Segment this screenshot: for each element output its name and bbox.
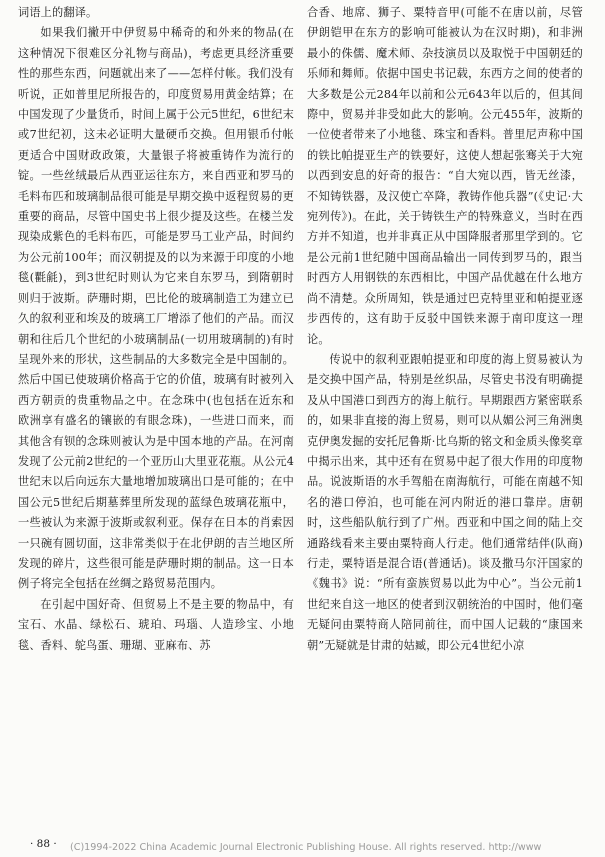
left-column	[18, 3, 294, 656]
paragraph: 如果我们撇开中伊贸易中稀奇的和外来的物品(在这种情况下很难区分礼物与商品)，考虑更具经济重要性的那些东西，问题就出来了——怎样付帐。我们没有听说，正如普里尼所报告的，印度贸易用黄金结算；在中国发现了少量货币，时间上属于公元5世纪，6世纪末或7世纪初，这未必证明大量硬币交换。但用银币付帐更适合中国财政政策，大量银子将被重铸作为流行的锭。一些丝绒最后从西亚运往东方，来自西亚和罗马的毛料布匹和玻璃制品很可能是早期交换中返程贸易的更重要的商品，尽管中国史书上很少提及这些。在楼兰发现染成紫色的毛料布匹，可能是罗马工业产品，时间约为公元前100年；而汉朝提及的以为来源于印度的小地毯(氍毹)，到3世纪时则认为它来自东罗马，到隋朝时则归于波斯。萨珊时期，巴比伦的玻璃制造工为建立已久的叙利亚和埃及的玻璃工厂增添了他们的产品。而汉朝和往后几个世纪的小玻璃制品(一切用玻璃制的)有时呈现外来的形状，这些制品的大多数完全是中国制的。然后中国已使玻璃价格高于它的价值，玻璃有时被列入西方朝贡的贵重物品之中。在念珠中(也包括在近东和欧洲享有盛名的镶嵌的有眼念珠)，一些进口而来，而其他含有钡的念珠则被认为是中国本地的产品。在河南发现了公元前2世纪的一个亚历山大里亚花瓶。从公元4世纪末以后向远东大量地增加玻璃出口是可能的；在中国公元5世纪后期墓葬里所发现的蓝绿色玻璃花瓶中，一些被认为来源于波斯或叙利亚。保存在日本的肖索因一只碗有圆切面，这非常类似于在北伊朗的吉兰地区所发现的碎片，这些很可能是萨珊时期的制品。这一日本例子将完全包括在丝绸之路贸易范围内。	[18, 26, 294, 591]
right-column	[307, 3, 583, 656]
paragraph: 传说中的叙利亚跟帕提亚和印度的海上贸易被认为是交换中国产品，特别是丝织品，尽管史书没有明确提及从中国港口到西方的海上航行。早期跟西方紧密联系的，如果非直接的海上贸易，则可以从媚公河三角洲奥克伊奥发掘的安托尼鲁斯·比乌斯的铭文和金质头像奖章中揭示出来，其中还有在贸易中起了很大作用的印度物品。说波斯语的水手驾船在南海航行，可能在南越不知名的港口停泊，也可能在河内附近的港口靠岸。唐朝时，这些船队航行到了广州。西亚和中国之间的陆上交通路线看来主要由粟特商人行走。他们通常结伴(队商)行走，粟特语是混合语(普通话)。谈及撒马尔汗国家的《魏书》说：“所有蛮族贸易以此为中心”。当公元前1世纪来自这一地区的使者到汉朝统治的中国时，他们毫无疑问由粟特商人陪同前往，而中国人记载的“康国来朝”无疑就是甘肃的姑臧，即公元4世纪小凉	[307, 352, 583, 652]
paragraph: 词语上的翻译。	[18, 6, 98, 19]
paragraph: 在引起中国好奇、但贸易上不是主要的物品中，有宝石、水晶、绿松石、琥珀、玛瑙、人造珍宝、小地毯、香料、鸵鸟蛋、珊瑚、亚麻布、苏	[18, 597, 294, 652]
page-number: · 88 ·	[30, 838, 57, 850]
paragraph: 合香、地席、狮子、粟特音甲(可能不在唐以前，尽管伊朗铠甲在东方的影响可能被认为在汉时期)，和非洲最小的侏儒、魔术师、杂技演员以及取悦于中国朝廷的乐师和舞师。依据中国史书记载，东西方之间的使者的大多数是公元284年以前和公元643年以后的，但其间際中，贸易并非受如此大的影响。公元455年，波斯的一位使者带来了小地毯、珠宝和香料。普里尼声称中国的铁比帕提亚生产的铁要好，这使人想起张骞关于大宛以西到安息的好奇的报告：“自大宛以西，皆无丝漆，不知铸铁器，及汉使亡卒降，教铸作他兵器”(《史记·大宛列传》)。在此，关于铸铁生产的特殊意义，当时在西方并不知道，也并非真正从中国降服者那里学到的。它是公元前1世纪随中国商品输出一同传到罗马的，跟当时西方人用钢铁的东西相比，中国产品优越在什么地方尚不清楚。众所周知，铁是通过巴克特里亚和帕提亚逐步西传的，这有助于反驳中国铁来源于南印度这一理论。	[307, 6, 583, 346]
copyright-footer: (C)1994-2022 China Academic Journal Electronic Publishing House. All rights reserved. http://www	[70, 842, 542, 853]
